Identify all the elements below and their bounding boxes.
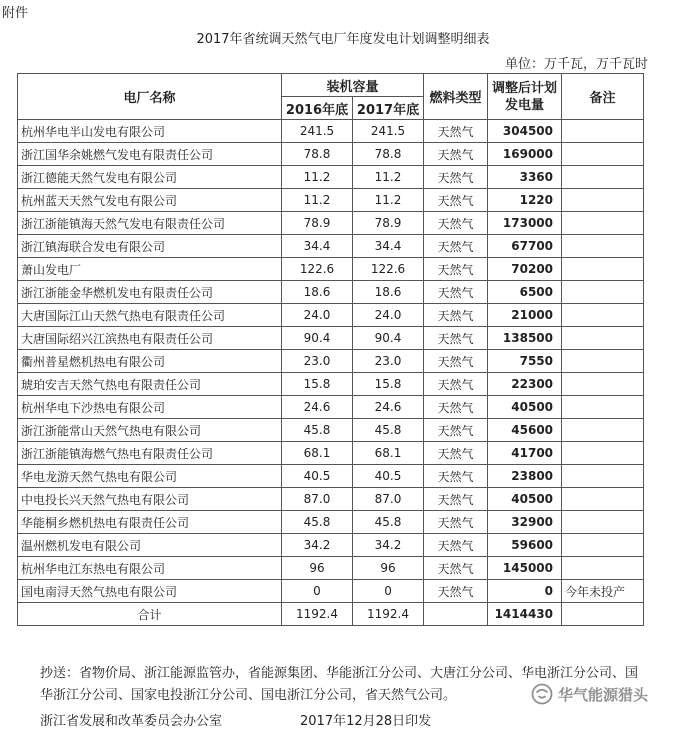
plant-name-cell: 国电南浔天然气热电有限公司 [18, 580, 282, 603]
unit-note: 单位：万千瓦，万千瓦时 [504, 57, 648, 72]
adjusted-plan-cell: 41700 [488, 442, 562, 465]
remarks-cell [562, 235, 644, 258]
table-row [18, 120, 644, 143]
header-cap-2016: 2016年底 [282, 97, 353, 120]
plant-name-cell: 浙江浙能金华燃机发电有限责任公司 [18, 281, 282, 304]
fuel-type-cell: 天然气 [424, 442, 488, 465]
remarks-cell [562, 373, 644, 396]
cap-2017-cell: 24.0 [353, 304, 424, 327]
cap-2016-cell: 18.6 [282, 281, 353, 304]
remarks-cell [562, 143, 644, 166]
fuel-type-cell: 天然气 [424, 488, 488, 511]
cap-2017-cell: 122.6 [353, 258, 424, 281]
adjusted-plan-cell: 145000 [488, 557, 562, 580]
cap-2017-cell: 78.8 [353, 143, 424, 166]
plant-name-cell: 中电投长兴天然气热电有限公司 [18, 488, 282, 511]
cap-2017-cell: 87.0 [353, 488, 424, 511]
cap-2017-cell: 241.5 [353, 120, 424, 143]
table-row [18, 557, 644, 580]
cap-2016-cell: 40.5 [282, 465, 353, 488]
remarks-cell [562, 304, 644, 327]
fuel-type-cell: 天然气 [424, 166, 488, 189]
fuel-type-cell: 天然气 [424, 258, 488, 281]
fuel-type-cell: 天然气 [424, 580, 488, 603]
fuel-type-cell: 天然气 [424, 143, 488, 166]
plant-name-cell: 浙江国华余姚燃气发电有限责任公司 [18, 143, 282, 166]
cap-2016-cell: 45.8 [282, 419, 353, 442]
issue-date: 2017年12月28日印发 [300, 714, 432, 729]
cap-2016-cell: 11.2 [282, 189, 353, 212]
fuel-type-cell: 天然气 [424, 281, 488, 304]
fuel-type-cell: 天然气 [424, 189, 488, 212]
cap-2016-cell: 34.4 [282, 235, 353, 258]
total-plan: 1414430 [488, 603, 562, 626]
cap-2016-cell: 90.4 [282, 327, 353, 350]
cap-2017-cell: 24.6 [353, 396, 424, 419]
table-row [18, 396, 644, 419]
remarks-cell: 今年未投产 [562, 580, 644, 603]
table-row [18, 166, 644, 189]
cap-2016-cell: 241.5 [282, 120, 353, 143]
cap-2017-cell: 40.5 [353, 465, 424, 488]
cap-2017-cell: 11.2 [353, 166, 424, 189]
remarks-cell [562, 465, 644, 488]
adjusted-plan-cell: 45600 [488, 419, 562, 442]
remarks-cell [562, 442, 644, 465]
cap-2016-cell: 0 [282, 580, 353, 603]
cap-2016-cell: 78.9 [282, 212, 353, 235]
table-row [18, 534, 644, 557]
adjusted-plan-cell: 3360 [488, 166, 562, 189]
adjusted-plan-cell: 40500 [488, 488, 562, 511]
fuel-type-cell: 天然气 [424, 373, 488, 396]
table-row [18, 327, 644, 350]
plant-name-cell: 大唐国际江山天然气热电有限责任公司 [18, 304, 282, 327]
cap-2017-cell: 45.8 [353, 511, 424, 534]
cap-2016-cell: 96 [282, 557, 353, 580]
fuel-type-cell: 天然气 [424, 212, 488, 235]
issuer: 浙江省发展和改革委员会办公室 [40, 714, 223, 729]
cap-2016-cell: 122.6 [282, 258, 353, 281]
header-cap-2017: 2017年底 [353, 97, 424, 120]
cap-2017-cell: 96 [353, 557, 424, 580]
fuel-type-cell: 天然气 [424, 304, 488, 327]
fuel-type-cell: 天然气 [424, 396, 488, 419]
plant-name-cell: 大唐国际绍兴江滨热电有限责任公司 [18, 327, 282, 350]
remarks-cell [562, 327, 644, 350]
adjusted-plan-cell: 6500 [488, 281, 562, 304]
cap-2016-cell: 78.8 [282, 143, 353, 166]
total-cap-2017: 1192.4 [353, 603, 424, 626]
table-row [18, 212, 644, 235]
total-row [18, 603, 644, 626]
fuel-type-cell: 天然气 [424, 327, 488, 350]
remarks-cell [562, 258, 644, 281]
adjusted-plan-cell: 23800 [488, 465, 562, 488]
fuel-type-cell: 天然气 [424, 465, 488, 488]
plant-name-cell: 浙江镇海联合发电有限公司 [18, 235, 282, 258]
cap-2017-cell: 78.9 [353, 212, 424, 235]
remarks-cell [562, 166, 644, 189]
watermark-text: 华气能源猎头 [558, 685, 649, 704]
remarks-cell [562, 396, 644, 419]
table-row [18, 419, 644, 442]
plant-name-cell: 杭州华电下沙热电有限公司 [18, 396, 282, 419]
adjusted-plan-cell: 22300 [488, 373, 562, 396]
wechat-official-account-icon [530, 683, 554, 705]
table-row [18, 189, 644, 212]
plant-name-cell: 浙江浙能常山天然气热电有限公司 [18, 419, 282, 442]
plant-name-cell: 华能桐乡燃机热电有限责任公司 [18, 511, 282, 534]
plant-name-cell: 衢州普星燃机热电有限公司 [18, 350, 282, 373]
adjusted-plan-cell: 21000 [488, 304, 562, 327]
remarks-cell [562, 189, 644, 212]
adjusted-plan-cell: 59600 [488, 534, 562, 557]
header-plant-name: 电厂名称 [18, 74, 282, 120]
adjusted-plan-cell: 173000 [488, 212, 562, 235]
table-row [18, 442, 644, 465]
cap-2017-cell: 68.1 [353, 442, 424, 465]
total-cap-2016: 1192.4 [282, 603, 353, 626]
cap-2016-cell: 15.8 [282, 373, 353, 396]
cap-2016-cell: 24.0 [282, 304, 353, 327]
adjusted-plan-cell: 7550 [488, 350, 562, 373]
remarks-cell [562, 350, 644, 373]
remarks-cell [562, 557, 644, 580]
cap-2017-cell: 11.2 [353, 189, 424, 212]
adjusted-plan-cell: 1220 [488, 189, 562, 212]
plant-name-cell: 杭州蓝天天然气发电有限公司 [18, 189, 282, 212]
table-row [18, 143, 644, 166]
total-note [562, 603, 644, 626]
attachment-label: 附件 [2, 6, 29, 21]
plan-table [17, 73, 644, 626]
remarks-cell [562, 534, 644, 557]
remarks-cell [562, 511, 644, 534]
table-row [18, 235, 644, 258]
plant-name-cell: 温州燃机发电有限公司 [18, 534, 282, 557]
cap-2016-cell: 87.0 [282, 488, 353, 511]
cap-2017-cell: 18.6 [353, 281, 424, 304]
table-row [18, 350, 644, 373]
plant-name-cell: 浙江浙能镇海燃气热电有限责任公司 [18, 442, 282, 465]
adjusted-plan-cell: 304500 [488, 120, 562, 143]
table-row [18, 488, 644, 511]
total-label: 合计 [18, 603, 282, 626]
header-capacity: 装机容量 [282, 74, 424, 97]
adjusted-plan-cell: 169000 [488, 143, 562, 166]
remarks-cell [562, 281, 644, 304]
cap-2017-cell: 34.2 [353, 534, 424, 557]
cc-list: 抄送：省物价局、浙江能源监管办，省能源集团、华能浙江分公司、大唐江分公司、华电浙江分公司、国华浙江分公司、国家电投浙江分公司、国电浙江分公司，省天然气公司。 [40, 666, 639, 703]
cap-2017-cell: 45.8 [353, 419, 424, 442]
fuel-type-cell: 天然气 [424, 511, 488, 534]
fuel-type-cell: 天然气 [424, 120, 488, 143]
cap-2017-cell: 15.8 [353, 373, 424, 396]
adjusted-plan-cell: 138500 [488, 327, 562, 350]
plant-name-cell: 浙江浙能镇海天然气发电有限责任公司 [18, 212, 282, 235]
cap-2017-cell: 23.0 [353, 350, 424, 373]
fuel-type-cell: 天然气 [424, 534, 488, 557]
cap-2016-cell: 23.0 [282, 350, 353, 373]
cap-2016-cell: 45.8 [282, 511, 353, 534]
fuel-type-cell: 天然气 [424, 419, 488, 442]
plant-name-cell: 杭州华电半山发电有限公司 [18, 120, 282, 143]
cap-2016-cell: 68.1 [282, 442, 353, 465]
fuel-type-cell: 天然气 [424, 235, 488, 258]
header-remarks: 备注 [562, 74, 644, 120]
cap-2016-cell: 24.6 [282, 396, 353, 419]
adjusted-plan-cell: 67700 [488, 235, 562, 258]
header-fuel-type: 燃料类型 [424, 74, 488, 120]
adjusted-plan-cell: 32900 [488, 511, 562, 534]
header-adjusted-plan: 调整后计划发电量 [488, 74, 562, 120]
adjusted-plan-cell: 0 [488, 580, 562, 603]
table-row [18, 258, 644, 281]
cap-2016-cell: 34.2 [282, 534, 353, 557]
remarks-cell [562, 488, 644, 511]
cap-2017-cell: 90.4 [353, 327, 424, 350]
total-fuel [424, 603, 488, 626]
table-row [18, 304, 644, 327]
cap-2017-cell: 34.4 [353, 235, 424, 258]
table-row [18, 373, 644, 396]
fuel-type-cell: 天然气 [424, 557, 488, 580]
table-row [18, 281, 644, 304]
table-row [18, 580, 644, 603]
cap-2017-cell: 0 [353, 580, 424, 603]
remarks-cell [562, 212, 644, 235]
adjusted-plan-cell: 40500 [488, 396, 562, 419]
table-row [18, 465, 644, 488]
remarks-cell [562, 419, 644, 442]
plant-name-cell: 琥珀安吉天然气热电有限责任公司 [18, 373, 282, 396]
watermark [530, 683, 648, 705]
fuel-type-cell: 天然气 [424, 350, 488, 373]
plant-name-cell: 浙江德能天然气发电有限公司 [18, 166, 282, 189]
plant-name-cell: 杭州华电江东热电有限公司 [18, 557, 282, 580]
remarks-cell [562, 120, 644, 143]
document-title: 2017年省统调天然气电厂年度发电计划调整明细表 [196, 32, 490, 47]
table-row [18, 511, 644, 534]
cap-2016-cell: 11.2 [282, 166, 353, 189]
adjusted-plan-cell: 70200 [488, 258, 562, 281]
plant-name-cell: 萧山发电厂 [18, 258, 282, 281]
plant-name-cell: 华电龙游天然气热电有限公司 [18, 465, 282, 488]
